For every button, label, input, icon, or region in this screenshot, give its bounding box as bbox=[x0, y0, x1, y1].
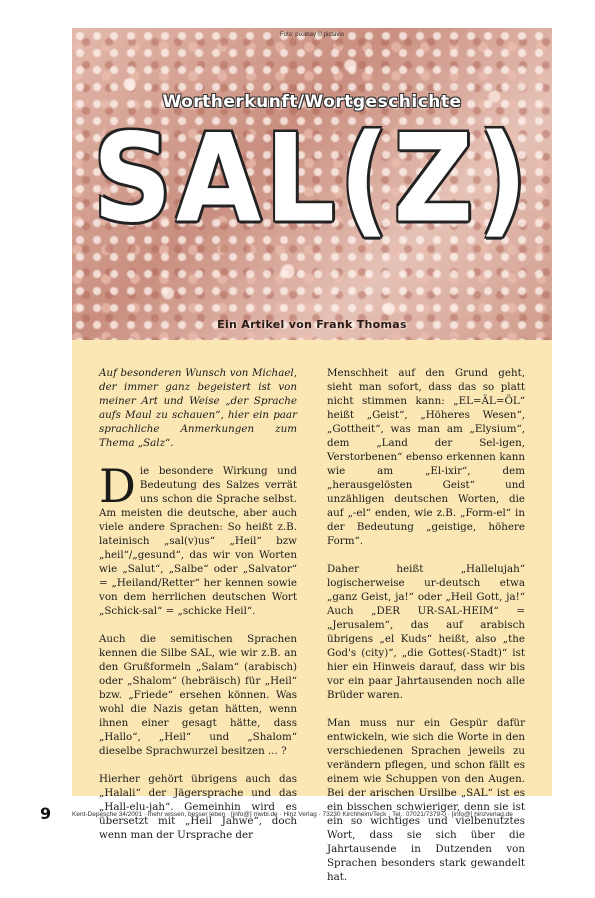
footer-line: Kent-Depesche 34/2001 · mehr wissen, besser leben · [info@] mwbl.de · Hinz Verlag · 73230 Kirchheim/Teck · Tel.: 07021/7379-0 · [info@] hinzverlag.de bbox=[72, 811, 513, 818]
article-kicker: Wortherkunft/Wortgeschichte bbox=[162, 92, 462, 112]
paragraph-3: Hierher gehört übrigens auch das „Halali“ der Jägersprache und das „Hall-elu-jah“. Gemeinhin wird es übersetzt mit „Heil Jahwe“, doch wenn man der Ursprache der bbox=[99, 773, 297, 841]
drop-cap: D bbox=[99, 459, 136, 513]
paragraph-5: Daher heißt „Hallelujah“ logischerweise ur-deutsch etwa „ganz Geist, ja!“ oder „Heil Gott, ja!“ Auch „DER UR-SAL-HEIM“ = „Jerusalem“, das auf arabisch übrigens „el Kuds“ heißt, also „the God's (city)“, „die Gottes(-Stadt)“ ist hier ein Hinweis darauf, dass wir bis vor ein paar Jahrtausenden noch alle Brüder waren. bbox=[327, 563, 525, 701]
paragraph-6: Man muss nur ein Gespür dafür entwickeln, wie sich die Worte in den verschiedenen Sprachen jeweils zu verändern pflegen, und schon fällt es einem wie Schuppen von den Augen. Bei der arischen Ursilbe „SAL“ ist es ein bisschen schwieriger, denn sie ist ein so wichtiges und vielbenutztes Wort, dass sie sich über die Jahrtausende in Dutzenden von Sprachen besonders stark gewandelt hat. bbox=[327, 717, 525, 883]
paragraph-4: Menschheit auf den Grund geht, sieht man sofort, dass das so platt nicht stimmen kann: „EL=ÄL=ÖL“ heißt „Geist“, „Höheres Wesen“, „Gottheit“, was man am „Elysium“, dem „Land der Sel-igen, Verstorbenen“ ebenso erkennen kann wie am „El-ixir“, dem „herausgelösten Geist“ und unzähligen deutschen Worten, die auf „-el“ enden, wie z.B. „Form-el“ in der Bedeutung „geistige, höhere Form“. bbox=[327, 367, 525, 547]
intro-paragraph: Auf besonderen Wunsch von Michael, der immer ganz begeistert ist von meiner Art und Weise „der Sprache aufs Maul zu schauen“, hier ein paar sprachliche Anmerkungen zum Thema „Salz“. bbox=[99, 367, 297, 449]
paragraph-2: Auch die semitischen Sprachen kennen die Silbe SAL, wie wir z.B. an den Grußformeln „Salam“ (arabisch) oder „Shalom“ (hebräisch) für „Heil“ bzw. „Friede“ ersehen können. Was wohl die Nazis getan hätten, wenn ihnen einer gesagt hätte, dass „Hallo“, „Heil“ und „Shalom“ dieselbe Sprachwurzel besitzen ... ? bbox=[99, 633, 297, 757]
hero-image bbox=[72, 28, 552, 340]
page-number: 9 bbox=[40, 804, 52, 823]
article-title: SAL(Z) bbox=[92, 108, 532, 249]
photo-credit: Foto: pixabay © pictavio bbox=[279, 32, 345, 38]
paragraph-1 bbox=[99, 459, 297, 618]
page-footer bbox=[0, 800, 595, 830]
article-author: Ein Artikel von Frank Thomas bbox=[217, 318, 407, 331]
column-left bbox=[99, 366, 297, 856]
paragraph-1-text: ie besondere Wirkung und Bedeutung des Salzes verrät uns schon die Sprache selbst. Am meisten die deutsche, aber auch viele andere Sprachen: So heißt z.B. lateinisch „sal(v)us“ „Heil“ bzw „heil“/„gesund“, das wir von Worten wie „Salut“, „Salbe“ oder „Salvator“ = „Heiland/Retter“ her kennen sowie von dem herrlichen deutschen Wort „Schick-sal“ = „schicke Heil“. bbox=[99, 465, 297, 617]
